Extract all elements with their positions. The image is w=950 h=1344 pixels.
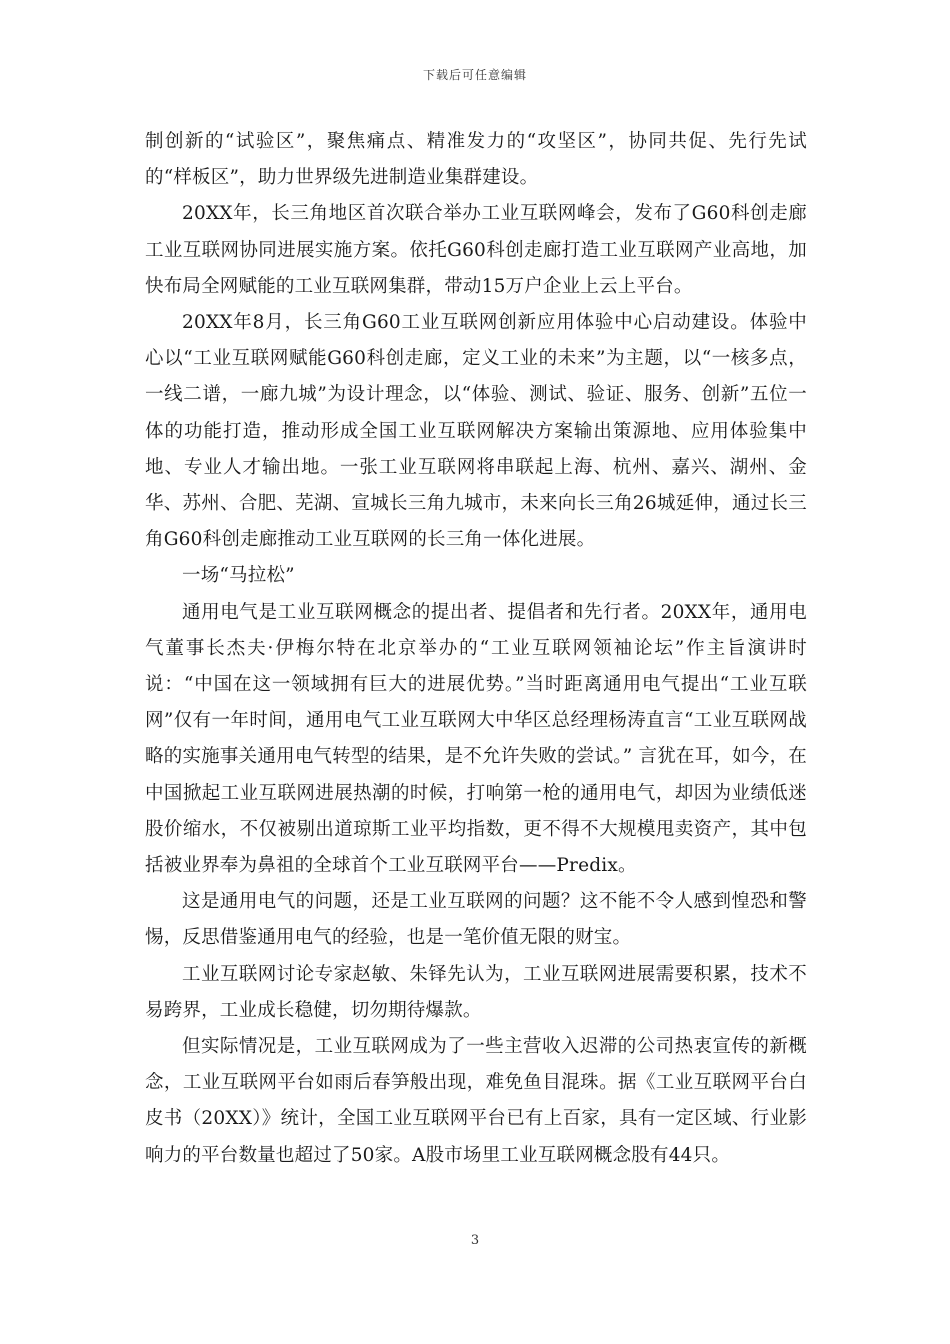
document-body [145, 124, 807, 1174]
section-heading: 一场“马拉松” [182, 565, 295, 587]
paragraph: 工业互联网讨论专家赵敏、朱铎先认为，工业互联网进展需要积累，技术不易跨界，工业成长稳健，切勿期待爆款。 [145, 963, 807, 1021]
page-number: 3 [470, 1233, 480, 1248]
paragraph: 这是通用电气的问题，还是工业互联网的问题？这不能不令人感到惶恐和警惕，反思借鉴通用电气的经验，也是一笔价值无限的财宝。 [145, 891, 807, 949]
page-header: 下载后可任意编辑 [422, 68, 527, 82]
paragraph: 20XX年8月，长三角G60工业互联网创新应用体验中心启动建设。体验中心以“工业互联网赋能G60科创走廊，定义工业的未来”为主题，以“一核多点，一线二谱，一廊九城”为设计理念，以“体验、测试、验证、服务、创新”五位一体的功能打造，推动形成全国工业互联网解决方案输出策源地、应用体验集中地、专业人才输出地。一张工业互联网将串联起上海、杭州、嘉兴、湖州、金华、苏州、合肥、芜湖、宣城长三角九城市，未来向长三角26城延伸，通过长三角G60科创走廊推动工业互联网的长三角一体化进展。 [145, 312, 807, 551]
paragraph: 通用电气是工业互联网概念的提出者、提倡者和先行者。20XX年，通用电气董事长杰夫·伊梅尔特在北京举办的“工业互联网领袖论坛”作主旨演讲时说：“中国在这一领域拥有巨大的进展优势。”当时距离通用电气提出“工业互联网”仅有一年时间，通用电气工业互联网大中华区总经理杨涛直言“工业互联网战略的实施事关通用电气转型的结果，是不允许失败的尝试。” 言犹在耳，如今，在中国掀起工业互联网进展热潮的时候，打响第一枪的通用电气，却因为业绩低迷股价缩水，不仅被剔出道琼斯工业平均指数，更不得不大规模甩卖资产，其中包括被业界奉为鼻祖的全球首个工业互联网平台——Predix。 [145, 601, 807, 877]
paragraph: 20XX年，长三角地区首次联合举办工业互联网峰会，发布了G60科创走廊工业互联网协同进展实施方案。依托G60科创走廊打造工业互联网产业高地，加快布局全网赋能的工业互联网集群，带动15万户企业上云上平台。 [145, 203, 807, 297]
paragraph-continued: 制创新的“试验区”，聚焦痛点、精准发力的“攻坚区”，协同共促、先行先试的“样板区”，助力世界级先进制造业集群建设。 [145, 131, 807, 189]
paragraph: 但实际情况是，工业互联网成为了一些主营收入迟滞的公司热衷宣传的新概念，工业互联网平台如雨后春笋般出现，难免鱼目混珠。据《工业互联网平台白皮书（20XX）》统计，全国工业互联网平台已有上百家，具有一定区域、行业影响力的平台数量也超过了50家。A股市场里工业互联网概念股有44只。 [145, 1036, 807, 1166]
